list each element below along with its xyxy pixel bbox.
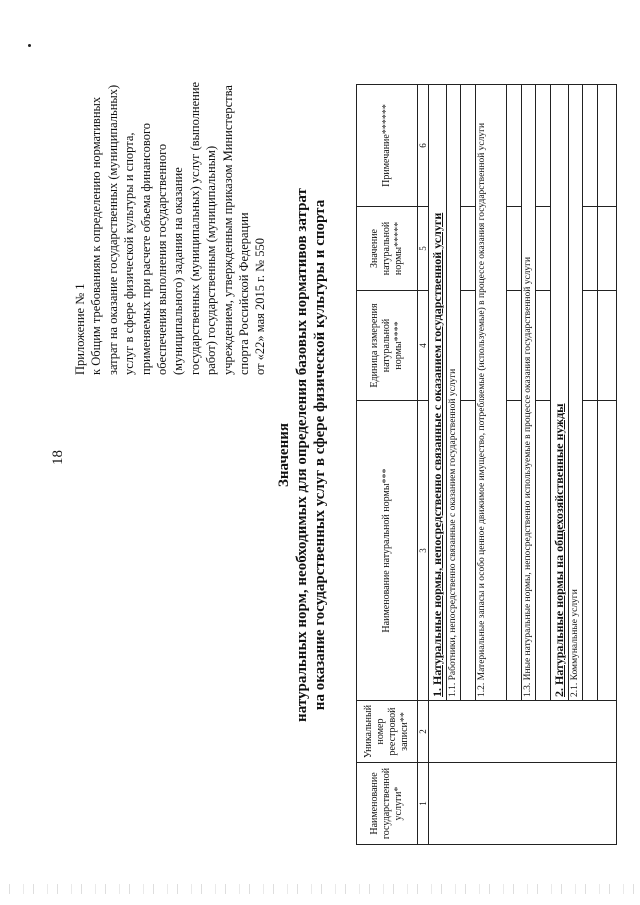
appendix-line: (муниципального) задания на оказание — [171, 167, 186, 375]
header-value: Значение натуральной нормы***** — [357, 207, 418, 291]
appendix-line: услуг в сфере физической культуры и спорта, — [122, 132, 137, 375]
appendix-line: государственных (муниципальных) услуг (выполнение — [187, 81, 202, 375]
registry-number-cell — [429, 701, 617, 763]
table-cell — [461, 401, 476, 701]
subsection-1-2: 1.2. Материальные запасы и особо ценное движимое имущество, потребляемые (используемые) в процессе оказания государственной услуги — [476, 85, 507, 701]
subsection-1-1: 1.1. Работники, непосредственно связанные с оказанием государственной услуги — [447, 85, 461, 701]
table-cell — [583, 401, 598, 701]
column-number-row — [418, 85, 429, 845]
table-cell — [461, 85, 476, 207]
section-heading-2: 2. Натуральные нормы на общехозяйственные нужды — [551, 85, 569, 701]
appendix-line: Приложение № 1 — [73, 283, 87, 375]
table-header-row — [357, 85, 418, 845]
appendix-line: спорта Российской Федерации — [237, 212, 252, 375]
table-cell — [583, 207, 598, 291]
section-heading-1: 1. Натуральные нормы, непосредственно связанные с оказанием государственной услуги — [429, 85, 447, 701]
column-number: 5 — [418, 207, 429, 291]
table-cell — [507, 85, 522, 207]
table-row — [429, 85, 447, 845]
table-cell — [598, 207, 617, 291]
appendix-line: затрат на оказание государственных (муниципальных) — [105, 84, 120, 375]
appendix-line: обеспечения выполнения государственного — [155, 143, 170, 375]
table-cell — [507, 401, 522, 701]
header-registry-number: Уникальный номер реестровой записи** — [357, 701, 418, 763]
subsection-2-1: 2.1. Коммунальные услуги — [569, 85, 583, 701]
norms-table — [356, 84, 617, 845]
subsection-1-3: 1.3. Иные натуральные нормы, непосредственно используемые в процессе оказания государственной услуги — [522, 85, 536, 701]
table-cell — [507, 207, 522, 291]
appendix-line: к Общим требованиям к определению нормативных — [89, 96, 104, 375]
title-line-sub: натуральных норм, необходимых для определения базовых нормативов затрат — [294, 188, 310, 722]
header-note: Примечание****** — [357, 85, 418, 207]
table-cell — [536, 207, 551, 291]
table-cell — [507, 291, 522, 401]
table-cell — [536, 85, 551, 207]
appendix-line: учреждением, утвержденным приказом Министерства — [220, 85, 235, 375]
service-name-cell — [429, 763, 617, 845]
appendix-block — [72, 55, 269, 375]
appendix-line: от «22» мая 2015 г. № 550 — [253, 238, 268, 375]
header-unit: Единица измерения натуральной нормы**** — [357, 291, 418, 401]
table-cell — [536, 291, 551, 401]
title-line-sub: на оказание государственных услуг в сфере физической культуры и спорта — [312, 199, 328, 711]
table-cell — [598, 85, 617, 207]
column-number: 4 — [418, 291, 429, 401]
appendix-line: применяемых при расчете объема финансового — [138, 122, 153, 375]
column-number: 3 — [418, 401, 429, 701]
table-cell — [536, 401, 551, 701]
header-service-name: Наименование государственной услуги* — [357, 763, 418, 845]
document-title — [275, 75, 329, 835]
title-line-main: Значения — [276, 423, 292, 487]
column-number: 6 — [418, 85, 429, 207]
page-number: 18 — [50, 450, 66, 465]
header-norm-name: Наименование натуральной нормы*** — [357, 401, 418, 701]
table-cell — [598, 401, 617, 701]
table-cell — [598, 291, 617, 401]
column-number: 2 — [418, 701, 429, 763]
table-cell — [461, 291, 476, 401]
table-cell — [583, 291, 598, 401]
table-cell — [461, 207, 476, 291]
column-number: 1 — [418, 763, 429, 845]
appendix-line: работ) государственным (муниципальным) — [204, 145, 219, 375]
table-cell — [583, 85, 598, 207]
